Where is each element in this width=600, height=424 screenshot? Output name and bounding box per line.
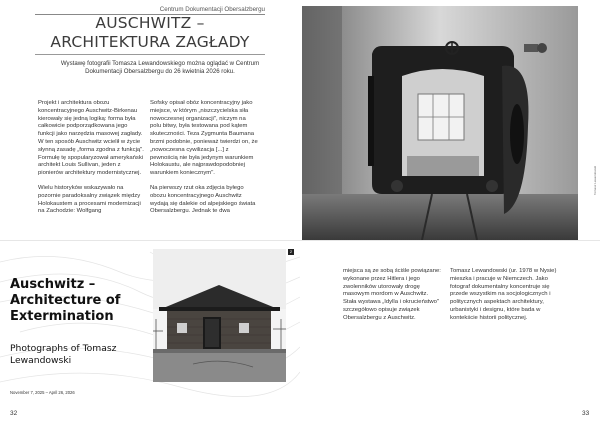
exhibition-dates: November 7, 2025 – April 26, 2026 [10,390,75,395]
page-badge: 2 [289,249,293,254]
paragraph: Projekt i architektura obozu koncentracyjnego Auschwitz-Birkenau kierowały się jedną logiką: forma była całkowicie podporządkowana jego funkcji jako narzędzia masowej zagłady. W ten sposób Auschwitz wcielił w życie słynną zasadę „forma zgodna z funkcją". Formułę tę spopularyzował amerykański architekt Louis Sullivan, jeden z pionierów architektury modernistycznej. [38,100,144,177]
barrack-photo [153,249,286,382]
header-label: Centrum Dokumentacji Obersalzbergu [159,6,265,13]
lead-paragraph: Wystawę fotografii Tomasza Lewandowskiego można oglądać w Centrum Dokumentacji Obersalzbergu do 26 kwietnia 2026 roku. [60,60,260,75]
paragraph: Tomasz Lewandowski (ur. 1978 w Nysie) mieszka i pracuje w Niemczech. Jako fotograf dokumentalny koncentruje się przede wszystkim na socjologicznych i politycznych aspektach architektury, urbanistyki i designu, które bada w kontekście historii politycznej. [450,268,557,321]
poster-title: Auschwitz – Architecture of Extermination [10,277,121,324]
text-column-3 [343,268,443,330]
page-number-right: 33 [582,410,590,417]
text-column-2 [150,100,258,223]
text-column-4 [450,268,558,330]
poster-subtitle: Photographs of Tomasz Lewandowski [10,343,117,366]
paragraph: Na pierwszy rzut oka zdjęcia byłego obozu koncentracyjnego Auschwitz wydają się dalekie od alpejskiego świata Obersalzbergu. Jednak te dwa [150,184,256,215]
text-column-1 [38,100,144,223]
page-number-left: 32 [10,410,18,417]
crematorium-oven-photo [302,6,578,240]
paragraph: Sofsky opisał obóz koncentracyjny jako miejsce, w którym „niszczycielska siła nowoczesnej organizacji", niczym na polu bitwy, była testowana pod kątem skuteczności. Teza Zygmunta Baumana brzmi podobnie, ponieważ twierdzi on, że „nowoczesna cywilizacja [...] z pewnością nie była jedynym warunkiem Holokaustu, ale najprawdopodobniej warunkiem koniecznym". [150,100,258,177]
paragraph: Wielu historyków wskazywało na pozornie paradoksalny związek między Holokaustem a procesami modernizacji na Zachodzie: Wolfgang [38,184,141,215]
title-rule [35,54,265,55]
photo-credit: Tomasz Lewandowski [593,165,597,195]
paragraph: miejsca są ze sobą ściśle powiązane: wykonane przez Hitlera i jego zwolenników utorowały drogę masowym mordom w Auschwitz. Stała wystawa „Idylla i okrucieństwo" szczegółowo opisuje związek Obersalzbergu z Auschwitz. [343,268,441,321]
page-divider [0,240,600,241]
page-title: AUSCHWITZ – ARCHITEKTURA ZAGŁADY [50,14,250,51]
